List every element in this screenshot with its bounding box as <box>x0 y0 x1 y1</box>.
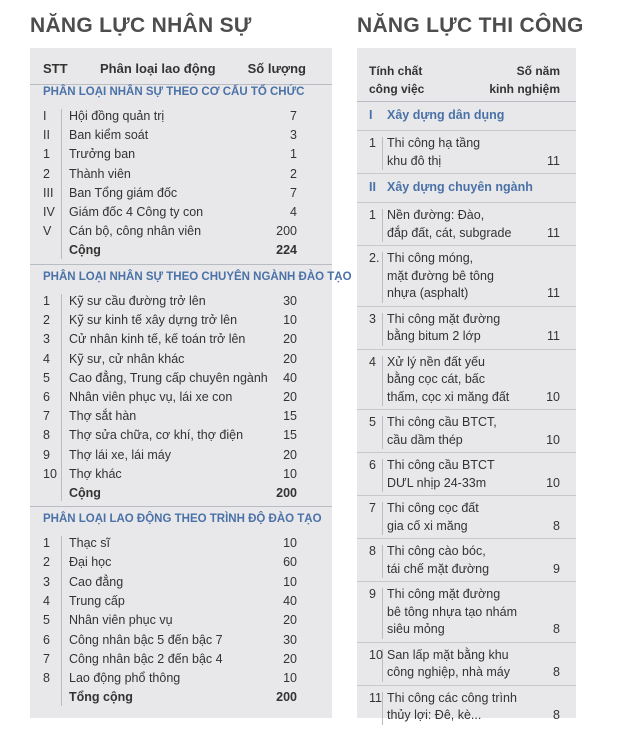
row-quantity: 4 <box>290 205 297 219</box>
row-stt: 4 <box>43 593 50 608</box>
row-stt: 5 <box>43 370 50 385</box>
row-label: Thành viên <box>69 166 131 181</box>
section-divider <box>30 264 332 265</box>
row-quantity: 20 <box>283 332 297 347</box>
row-divider <box>357 245 576 246</box>
row-divider <box>357 495 576 496</box>
row-label: Thợ sắt hàn <box>69 409 137 424</box>
row-quantity: 15 <box>283 428 297 443</box>
row-stt: 1 <box>43 147 50 162</box>
group-label: Xây dựng chuyên ngành <box>387 180 533 194</box>
table-row <box>30 553 332 572</box>
header-work-type: Tính chất công việc <box>369 64 425 96</box>
row-quantity: 10 <box>283 671 297 686</box>
row-stt: 2 <box>43 313 50 328</box>
item-description: Thi công cầu BTCT, cầu dầm thép <box>387 415 497 447</box>
list-item <box>357 135 576 170</box>
row-quantity: 3 <box>290 128 297 143</box>
row-stt: 5 <box>43 613 50 628</box>
table-row <box>30 107 332 126</box>
item-description: Thi công cọc đất gia cố xi măng <box>387 501 479 533</box>
row-label: Trung cấp <box>69 593 125 608</box>
section-title: PHÂN LOẠI LAO ĐỘNG THEO TRÌNH ĐỘ ĐÀO TẠO <box>43 513 322 525</box>
item-number: 8 <box>369 544 376 558</box>
item-years: 11 <box>547 329 560 343</box>
list-item <box>357 647 576 682</box>
table-row <box>30 407 332 426</box>
list-item <box>357 586 576 639</box>
section-title: PHÂN LOẠI NHÂN SỰ THEO CHUYÊN NGÀNH ĐÀO TẠO <box>43 271 352 283</box>
row-label: Giám đốc 4 Công ty con <box>69 205 204 219</box>
item-years: 8 <box>553 665 560 679</box>
table-row <box>30 592 332 611</box>
total-label: Cộng <box>69 243 101 258</box>
list-item <box>357 690 576 725</box>
column-divider <box>382 416 383 449</box>
header-divider <box>30 84 332 85</box>
item-years: 11 <box>547 225 560 240</box>
row-stt: 10 <box>43 466 57 481</box>
column-divider <box>382 356 383 407</box>
row-divider <box>357 581 576 582</box>
total-label: Tổng cộng <box>69 690 133 705</box>
row-divider <box>357 173 576 174</box>
row-divider <box>357 685 576 686</box>
item-number: 6 <box>369 458 376 472</box>
row-quantity: 20 <box>283 613 297 628</box>
row-stt: II <box>43 128 50 143</box>
row-label: Lao động phổ thông <box>69 671 181 686</box>
item-years: 10 <box>546 432 560 447</box>
row-stt: IV <box>43 205 55 219</box>
row-label: Nhân viên phục vụ, lái xe con <box>69 390 233 404</box>
construction-table <box>357 48 576 722</box>
row-stt: 7 <box>43 651 50 666</box>
row-label: Kỹ sư cầu đường trở lên <box>69 294 206 308</box>
list-item <box>357 457 576 492</box>
item-description: Thi công cầu BTCT DƯL nhịp 24-33m <box>387 458 495 490</box>
list-item <box>357 250 576 303</box>
row-stt: 1 <box>43 536 50 550</box>
group-label: Xây dựng dân dụng <box>387 108 505 122</box>
row-divider <box>357 202 576 203</box>
table-row <box>30 126 332 145</box>
row-stt: 8 <box>43 671 50 686</box>
column-divider <box>382 692 383 725</box>
row-stt: 1 <box>43 294 50 308</box>
row-quantity: 1 <box>290 147 297 162</box>
row-divider <box>357 130 576 131</box>
row-stt: I <box>43 109 47 123</box>
column-divider <box>382 209 383 242</box>
row-label: Nhân viên phục vụ <box>69 613 173 628</box>
item-years: 8 <box>553 708 560 722</box>
item-years: 11 <box>547 286 560 300</box>
row-quantity: 10 <box>283 536 297 550</box>
item-number: 2. <box>369 251 380 265</box>
table-row <box>30 465 332 484</box>
item-years: 9 <box>553 561 560 576</box>
column-divider <box>382 502 383 535</box>
row-stt: 2 <box>43 166 50 181</box>
item-description: Nền đường: Đào, đắp đất, cát, subgrade <box>387 208 512 240</box>
item-number: 11 <box>369 690 382 705</box>
table-row <box>30 534 332 553</box>
table-row <box>30 573 332 592</box>
table-row <box>30 426 332 445</box>
total-value: 200 <box>276 486 297 500</box>
column-divider <box>382 545 383 578</box>
table-row <box>30 184 332 203</box>
item-number: 1 <box>369 208 376 222</box>
row-quantity: 60 <box>283 555 297 570</box>
table-row <box>30 388 332 407</box>
item-number: 5 <box>369 415 376 429</box>
list-item <box>357 354 576 407</box>
total-row <box>30 484 332 503</box>
row-quantity: 2 <box>290 166 297 181</box>
row-stt: III <box>43 185 54 200</box>
column-divider <box>382 588 383 639</box>
table-row <box>30 650 332 669</box>
item-description: Xử lý nền đất yếu bằng cọc cát, bấc thấm, cọc xi măng đất <box>387 354 510 404</box>
group-number: II <box>369 180 376 194</box>
row-label: Cán bộ, công nhân viên <box>69 224 202 239</box>
row-quantity: 15 <box>283 409 297 424</box>
header-category: Phân loại lao động <box>100 61 216 76</box>
header-experience: Số năm kinh nghiệm <box>489 64 560 96</box>
item-description: Thi công mặt đường bê tông nhựa tạo nhám siêu mỏng <box>387 587 517 636</box>
section-divider <box>30 506 332 507</box>
table-row <box>30 222 332 241</box>
row-quantity: 200 <box>276 224 297 239</box>
table-row <box>30 145 332 164</box>
row-divider <box>357 642 576 643</box>
table-row <box>30 631 332 650</box>
total-value: 200 <box>276 690 297 705</box>
list-item <box>357 543 576 578</box>
table-row <box>30 165 332 184</box>
row-label: Thạc sĩ <box>69 536 110 550</box>
list-item <box>357 500 576 535</box>
table-row <box>30 292 332 311</box>
row-quantity: 30 <box>283 632 297 647</box>
row-quantity: 40 <box>283 370 297 385</box>
item-description: Thi công hạ tầng khu đô thị <box>387 136 481 168</box>
section-title: PHÂN LOẠI NHÂN SỰ THEO CƠ CẤU TỔ CHỨC <box>43 86 305 98</box>
row-stt: 7 <box>43 409 50 424</box>
header-divider <box>357 101 576 102</box>
group-number: I <box>369 108 373 122</box>
row-quantity: 10 <box>283 574 297 589</box>
row-label: Ban kiểm soát <box>69 128 149 143</box>
row-quantity: 7 <box>290 185 297 200</box>
table-row <box>30 611 332 630</box>
item-description: Thi công móng, mặt đường bê tông nhựa (asphalt) <box>387 251 494 300</box>
column-divider <box>382 252 383 303</box>
row-stt: 6 <box>43 390 50 404</box>
item-description: San lấp mặt bằng khu công nghiệp, nhà máy <box>387 647 511 679</box>
table-row <box>30 446 332 465</box>
item-number: 7 <box>369 501 376 515</box>
item-years: 11 <box>547 153 560 168</box>
table-row <box>30 330 332 349</box>
list-item <box>357 207 576 242</box>
row-label: Công nhân bậc 2 đến bậc 4 <box>69 651 223 666</box>
item-number: 3 <box>369 311 376 326</box>
row-stt: 2 <box>43 555 50 570</box>
row-quantity: 10 <box>283 466 297 481</box>
table-row <box>30 350 332 369</box>
row-divider <box>357 538 576 539</box>
row-quantity: 30 <box>283 294 297 308</box>
row-label: Thợ khác <box>69 466 122 481</box>
row-divider <box>357 409 576 410</box>
row-divider <box>357 452 576 453</box>
row-stt: 6 <box>43 632 50 647</box>
row-label: Trưởng ban <box>69 147 136 162</box>
item-description: Thi công các công trình thủy lợi: Đê, kè... <box>387 690 517 722</box>
row-label: Công nhân bậc 5 đến bậc 7 <box>69 632 223 647</box>
row-divider <box>357 306 576 307</box>
left-title: NĂNG LỰC NHÂN SỰ <box>30 14 252 37</box>
row-divider <box>357 349 576 350</box>
table-row <box>30 369 332 388</box>
row-label: Cử nhân kinh tế, kế toán trở lên <box>69 332 246 347</box>
row-stt: V <box>43 224 52 239</box>
item-years: 8 <box>553 622 560 636</box>
row-label: Hội đồng quản trị <box>69 109 165 123</box>
row-label: Thợ lái xe, lái máy <box>69 447 171 462</box>
table-row <box>30 311 332 330</box>
row-label: Kỹ sư kinh tế xây dựng trở lên <box>69 313 238 328</box>
row-stt: 3 <box>43 574 50 589</box>
item-number: 10 <box>369 647 383 662</box>
item-description: Thi công mặt đường bằng bitum 2 lớp <box>387 311 501 343</box>
item-number: 9 <box>369 587 376 601</box>
row-quantity: 20 <box>283 651 297 666</box>
column-divider <box>382 137 383 170</box>
column-divider <box>382 459 383 492</box>
row-label: Cao đẳng <box>69 574 124 589</box>
row-label: Thợ sửa chữa, cơ khí, thợ điện <box>69 428 244 443</box>
total-value: 224 <box>276 243 297 258</box>
total-row <box>30 688 332 707</box>
row-label: Kỹ sư, cử nhân khác <box>69 351 185 366</box>
row-quantity: 7 <box>290 109 297 123</box>
list-item <box>357 414 576 449</box>
row-quantity: 20 <box>283 447 297 462</box>
item-description: Thi công cào bóc, tái chế mặt đường <box>387 544 490 576</box>
item-years: 10 <box>546 475 560 490</box>
total-row <box>30 241 332 260</box>
item-number: 4 <box>369 354 376 369</box>
table-row <box>30 203 332 222</box>
item-years: 10 <box>546 389 560 404</box>
table-row <box>30 669 332 688</box>
header-quantity: Số lượng <box>247 61 306 76</box>
row-quantity: 20 <box>283 351 297 366</box>
header-stt: STT <box>43 61 68 76</box>
row-stt: 9 <box>43 447 50 462</box>
column-divider <box>382 313 383 346</box>
row-quantity: 10 <box>283 313 297 328</box>
row-stt: 3 <box>43 332 50 347</box>
right-title: NĂNG LỰC THI CÔNG <box>357 14 584 37</box>
list-item <box>357 311 576 346</box>
item-years: 8 <box>553 518 560 533</box>
row-stt: 4 <box>43 351 50 366</box>
total-label: Cộng <box>69 486 101 500</box>
row-label: Cao đẳng, Trung cấp chuyên ngành <box>69 370 268 385</box>
row-quantity: 20 <box>283 390 297 404</box>
row-label: Ban Tổng giám đốc <box>69 185 178 200</box>
row-quantity: 40 <box>283 593 297 608</box>
personnel-table <box>30 48 352 718</box>
item-number: 1 <box>369 136 376 150</box>
row-label: Đại học <box>69 555 112 570</box>
row-stt: 8 <box>43 428 50 443</box>
